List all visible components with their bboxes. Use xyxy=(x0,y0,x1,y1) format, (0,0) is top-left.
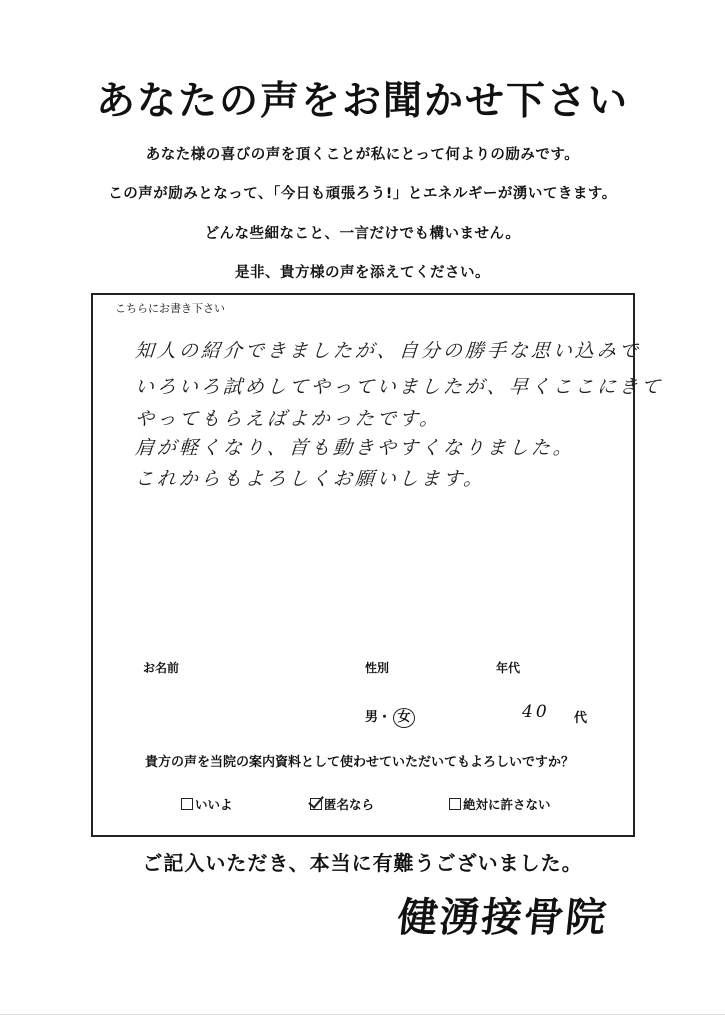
option-anonymous[interactable] xyxy=(310,795,374,813)
gender-choice[interactable] xyxy=(365,706,415,728)
age-value: 40 xyxy=(522,702,550,722)
gender-female-circled[interactable]: 女 xyxy=(393,708,415,728)
handwritten-line-4: 肩が軽くなり、首も動きやすくなりました。 xyxy=(134,437,576,459)
handwritten-line-5: これからもよろしくお願いします。 xyxy=(134,468,487,490)
option-ok[interactable] xyxy=(181,795,233,813)
page-title: あなたの声をお聞かせ下さい xyxy=(95,79,629,124)
intro-line-4: 是非、貴方様の声を添えてください。 xyxy=(235,265,490,281)
age-suffix: 代 xyxy=(574,711,588,726)
gender-male[interactable]: 男 xyxy=(365,710,379,725)
permission-question: 貴方の声を当院の案内資料として使わせていただいてもよろしいですか？ xyxy=(145,755,575,770)
gender-label: 性別 xyxy=(365,661,390,675)
age-label: 年代 xyxy=(496,661,521,675)
intro-line-1: あなた様の喜びの声を頂くことが私にとって何よりの励みです。 xyxy=(145,147,580,163)
intro-line-3: どんな些細なこと、一言だけでも構いません。 xyxy=(204,226,521,242)
option-ok-label: いいよ xyxy=(195,797,233,812)
thanks-message: ご記入いただき、本当に有難うございました。 xyxy=(142,851,583,875)
bottom-rule xyxy=(0,1014,725,1015)
gender-separator: ・ xyxy=(378,710,392,725)
intro-line-2: この声が励みとなって、「今日も頑張ろう!」とエネルギーが湧いてきます。 xyxy=(108,186,617,202)
clinic-name-logo: 健湧接骨院 xyxy=(395,894,611,941)
option-anonymous-checkbox[interactable] xyxy=(310,798,322,810)
handwritten-line-2: いろいろ試めしてやっていましたが、早くここにきて xyxy=(134,376,664,398)
comment-box-label: こちらにお書き下さい xyxy=(115,302,225,315)
option-never-label: 絶対に許さない xyxy=(463,797,551,812)
option-anonymous-label: 匿名なら xyxy=(324,797,375,812)
name-label: お名前 xyxy=(143,661,180,675)
option-ok-checkbox[interactable] xyxy=(181,798,193,810)
option-never-checkbox[interactable] xyxy=(449,798,461,810)
handwritten-line-1: 知人の紹介できましたが、自分の勝手な思い込みで xyxy=(134,340,642,362)
option-never[interactable] xyxy=(449,795,551,813)
handwritten-line-3: やってもらえばよかったです。 xyxy=(134,408,443,430)
